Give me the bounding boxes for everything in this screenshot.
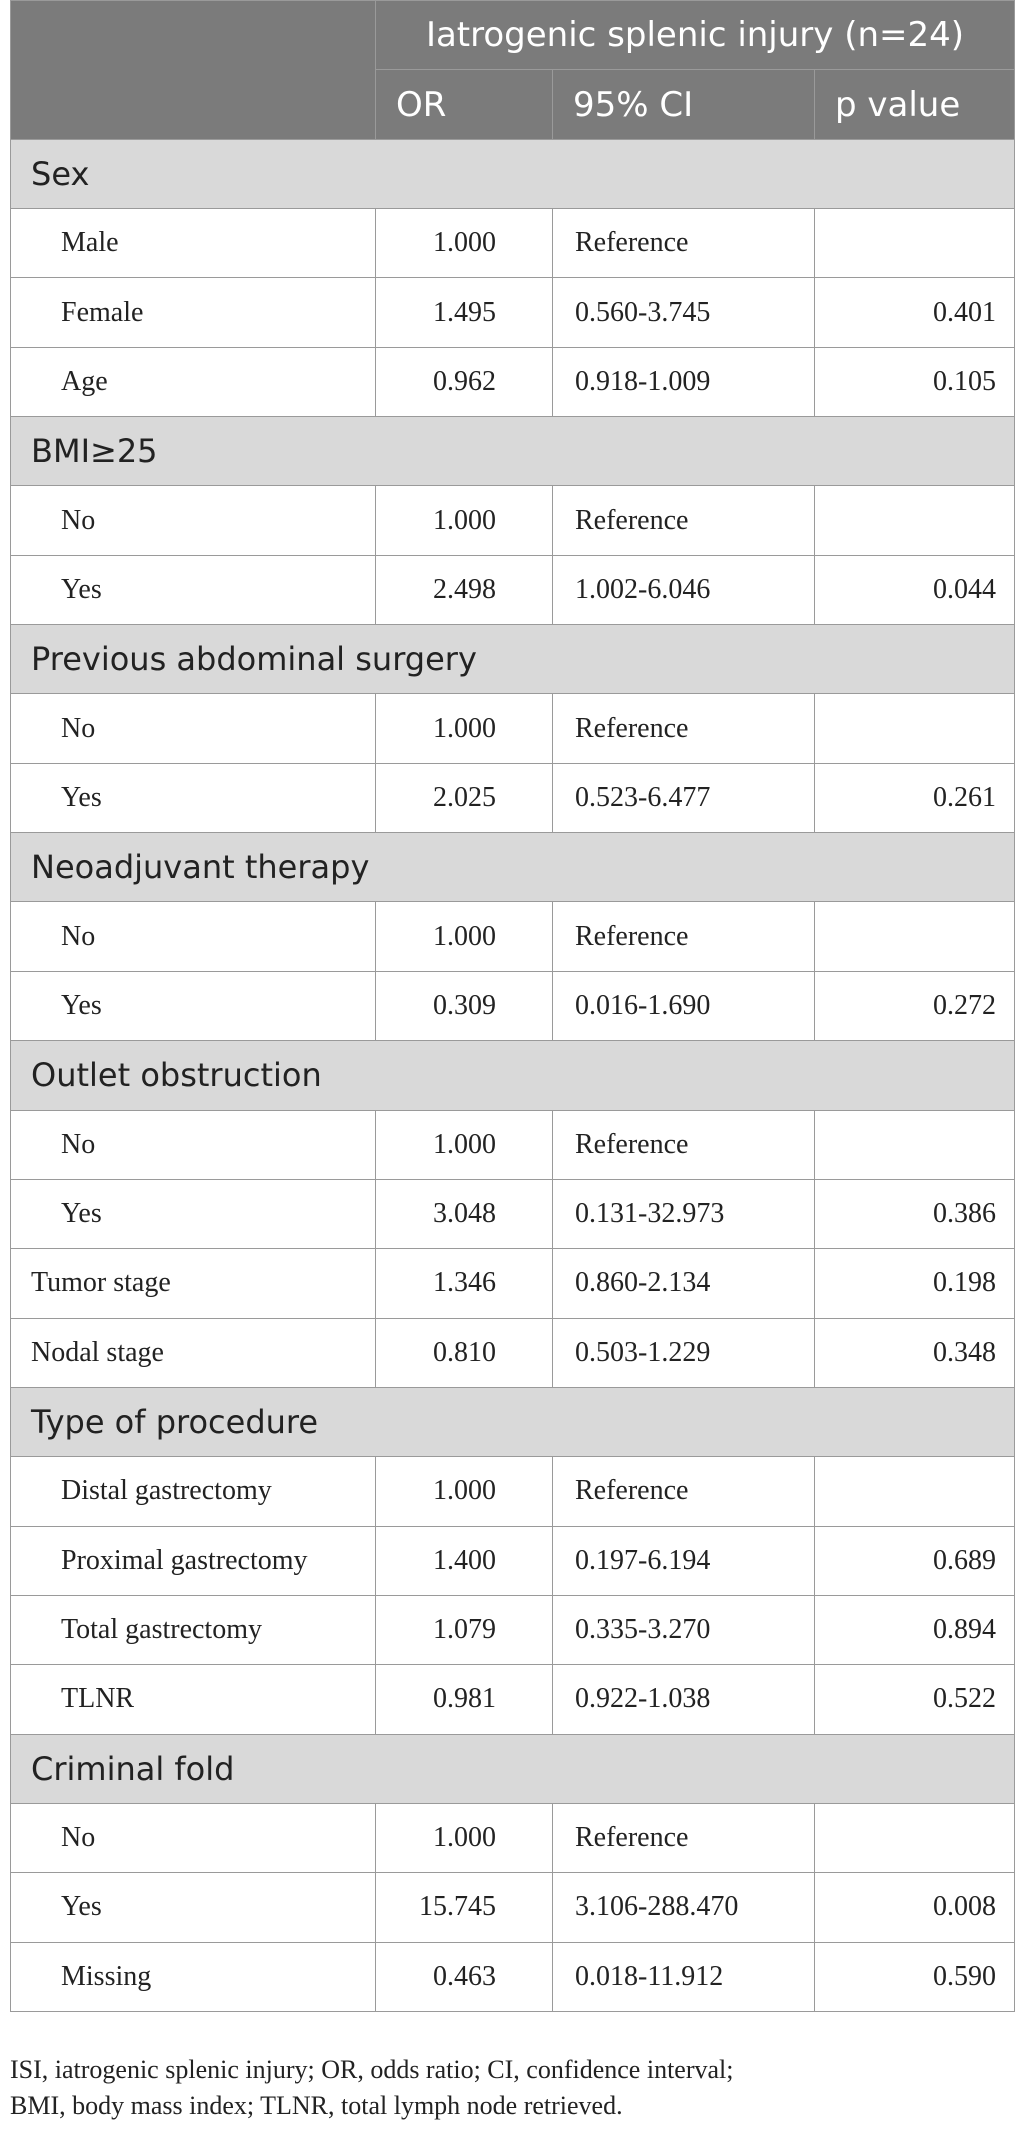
table-row	[11, 1179, 1015, 1248]
p-value: 0.386	[815, 1179, 1015, 1248]
ci-value: 0.922-1.038	[553, 1665, 815, 1734]
p-value: 0.272	[815, 971, 1015, 1040]
ci-value: Reference	[553, 209, 815, 278]
ci-value: Reference	[553, 1110, 815, 1179]
section-label: Sex	[11, 139, 1015, 208]
variable-label: Yes	[11, 1179, 376, 1248]
table-row	[11, 347, 1015, 416]
or-value: 2.025	[376, 763, 553, 832]
section-label: Type of procedure	[11, 1387, 1015, 1456]
p-value: 0.105	[815, 347, 1015, 416]
table-row	[11, 209, 1015, 278]
or-value: 2.498	[376, 555, 553, 624]
ci-value: 0.131-32.973	[553, 1179, 815, 1248]
ci-value: 0.018-11.912	[553, 1942, 815, 2011]
variable-label: Male	[11, 209, 376, 278]
ci-value: Reference	[553, 486, 815, 555]
variable-label: Tumor stage	[11, 1249, 376, 1318]
variable-label: Total gastrectomy	[11, 1595, 376, 1664]
variable-label: Age	[11, 347, 376, 416]
ci-value: 0.335-3.270	[553, 1595, 815, 1664]
or-value: 0.981	[376, 1665, 553, 1734]
footnote-line-1: ISI, iatrogenic splenic injury; OR, odds ratio; CI, confidence interval;	[10, 2055, 734, 2084]
p-value	[815, 1110, 1015, 1179]
p-value: 0.261	[815, 763, 1015, 832]
table-row	[11, 1318, 1015, 1387]
or-value: 0.962	[376, 347, 553, 416]
section-label: Outlet obstruction	[11, 1041, 1015, 1110]
table-row	[11, 902, 1015, 971]
ci-value: 0.503-1.229	[553, 1318, 815, 1387]
ci-value: 0.918-1.009	[553, 347, 815, 416]
or-value: 1.000	[376, 694, 553, 763]
ci-value: Reference	[553, 1803, 815, 1872]
p-value	[815, 209, 1015, 278]
section-label: Previous abdominal surgery	[11, 625, 1015, 694]
or-value: 0.309	[376, 971, 553, 1040]
table-row	[11, 278, 1015, 347]
section-header-row	[11, 1041, 1015, 1110]
ci-value: 0.560-3.745	[553, 278, 815, 347]
table-row	[11, 971, 1015, 1040]
section-header-row	[11, 833, 1015, 902]
section-header-row	[11, 139, 1015, 208]
table-row	[11, 1526, 1015, 1595]
variable-label: Distal gastrectomy	[11, 1457, 376, 1526]
p-value	[815, 694, 1015, 763]
or-value: 1.000	[376, 1803, 553, 1872]
section-label: BMI≥25	[11, 417, 1015, 486]
or-value: 1.000	[376, 1457, 553, 1526]
p-value: 0.008	[815, 1873, 1015, 1942]
p-value: 0.894	[815, 1595, 1015, 1664]
table-row	[11, 1249, 1015, 1318]
ci-value: Reference	[553, 902, 815, 971]
or-value: 1.079	[376, 1595, 553, 1664]
header-corner-cell	[11, 1, 376, 140]
p-value: 0.689	[815, 1526, 1015, 1595]
variable-label: Missing	[11, 1942, 376, 2011]
p-value: 0.401	[815, 278, 1015, 347]
variable-label: No	[11, 694, 376, 763]
variable-label: Nodal stage	[11, 1318, 376, 1387]
variable-label: Yes	[11, 555, 376, 624]
variable-label: Female	[11, 278, 376, 347]
section-header-row	[11, 1734, 1015, 1803]
section-label: Neoadjuvant therapy	[11, 833, 1015, 902]
footnote-line-2: BMI, body mass index; TLNR, total lymph node retrieved.	[10, 2091, 623, 2120]
or-value: 0.810	[376, 1318, 553, 1387]
p-value: 0.522	[815, 1665, 1015, 1734]
table-footnote	[10, 2052, 1014, 2124]
table-row	[11, 486, 1015, 555]
ci-value: 0.860-2.134	[553, 1249, 815, 1318]
header-row-group	[11, 1, 1015, 70]
or-value: 1.495	[376, 278, 553, 347]
or-value: 1.000	[376, 486, 553, 555]
or-value: 1.000	[376, 209, 553, 278]
or-value: 1.346	[376, 1249, 553, 1318]
p-value: 0.590	[815, 1942, 1015, 2011]
section-header-row	[11, 417, 1015, 486]
variable-label: No	[11, 1110, 376, 1179]
table-row	[11, 1942, 1015, 2011]
table-row	[11, 1873, 1015, 1942]
results-table	[10, 0, 1015, 2012]
p-value	[815, 1457, 1015, 1526]
or-value: 15.745	[376, 1873, 553, 1942]
or-value: 1.400	[376, 1526, 553, 1595]
p-value	[815, 486, 1015, 555]
ci-value: 0.016-1.690	[553, 971, 815, 1040]
col-header-p-value: p value	[815, 70, 1015, 139]
ci-value: 3.106-288.470	[553, 1873, 815, 1942]
ci-value: 0.523-6.477	[553, 763, 815, 832]
variable-label: No	[11, 902, 376, 971]
variable-label: Yes	[11, 1873, 376, 1942]
variable-label: No	[11, 1803, 376, 1872]
variable-label: Proximal gastrectomy	[11, 1526, 376, 1595]
variable-label: No	[11, 486, 376, 555]
table-row	[11, 1110, 1015, 1179]
ci-value: Reference	[553, 694, 815, 763]
ci-value: Reference	[553, 1457, 815, 1526]
or-value: 1.000	[376, 1110, 553, 1179]
or-value: 3.048	[376, 1179, 553, 1248]
table-row	[11, 1457, 1015, 1526]
variable-label: Yes	[11, 763, 376, 832]
col-header-or: OR	[376, 70, 553, 139]
col-header-ci: 95% CI	[553, 70, 815, 139]
variable-label: TLNR	[11, 1665, 376, 1734]
section-header-row	[11, 625, 1015, 694]
section-label: Criminal fold	[11, 1734, 1015, 1803]
or-value: 0.463	[376, 1942, 553, 2011]
group-title: Iatrogenic splenic injury (n=24)	[376, 1, 1015, 70]
table-body	[11, 139, 1015, 2011]
table-row	[11, 1665, 1015, 1734]
ci-value: 1.002-6.046	[553, 555, 815, 624]
p-value: 0.348	[815, 1318, 1015, 1387]
table-row	[11, 763, 1015, 832]
p-value	[815, 902, 1015, 971]
or-value: 1.000	[376, 902, 553, 971]
table-row	[11, 1595, 1015, 1664]
table-row	[11, 555, 1015, 624]
p-value	[815, 1803, 1015, 1872]
section-header-row	[11, 1387, 1015, 1456]
table-row	[11, 694, 1015, 763]
variable-label: Yes	[11, 971, 376, 1040]
ci-value: 0.197-6.194	[553, 1526, 815, 1595]
p-value: 0.044	[815, 555, 1015, 624]
p-value: 0.198	[815, 1249, 1015, 1318]
table-row	[11, 1803, 1015, 1872]
